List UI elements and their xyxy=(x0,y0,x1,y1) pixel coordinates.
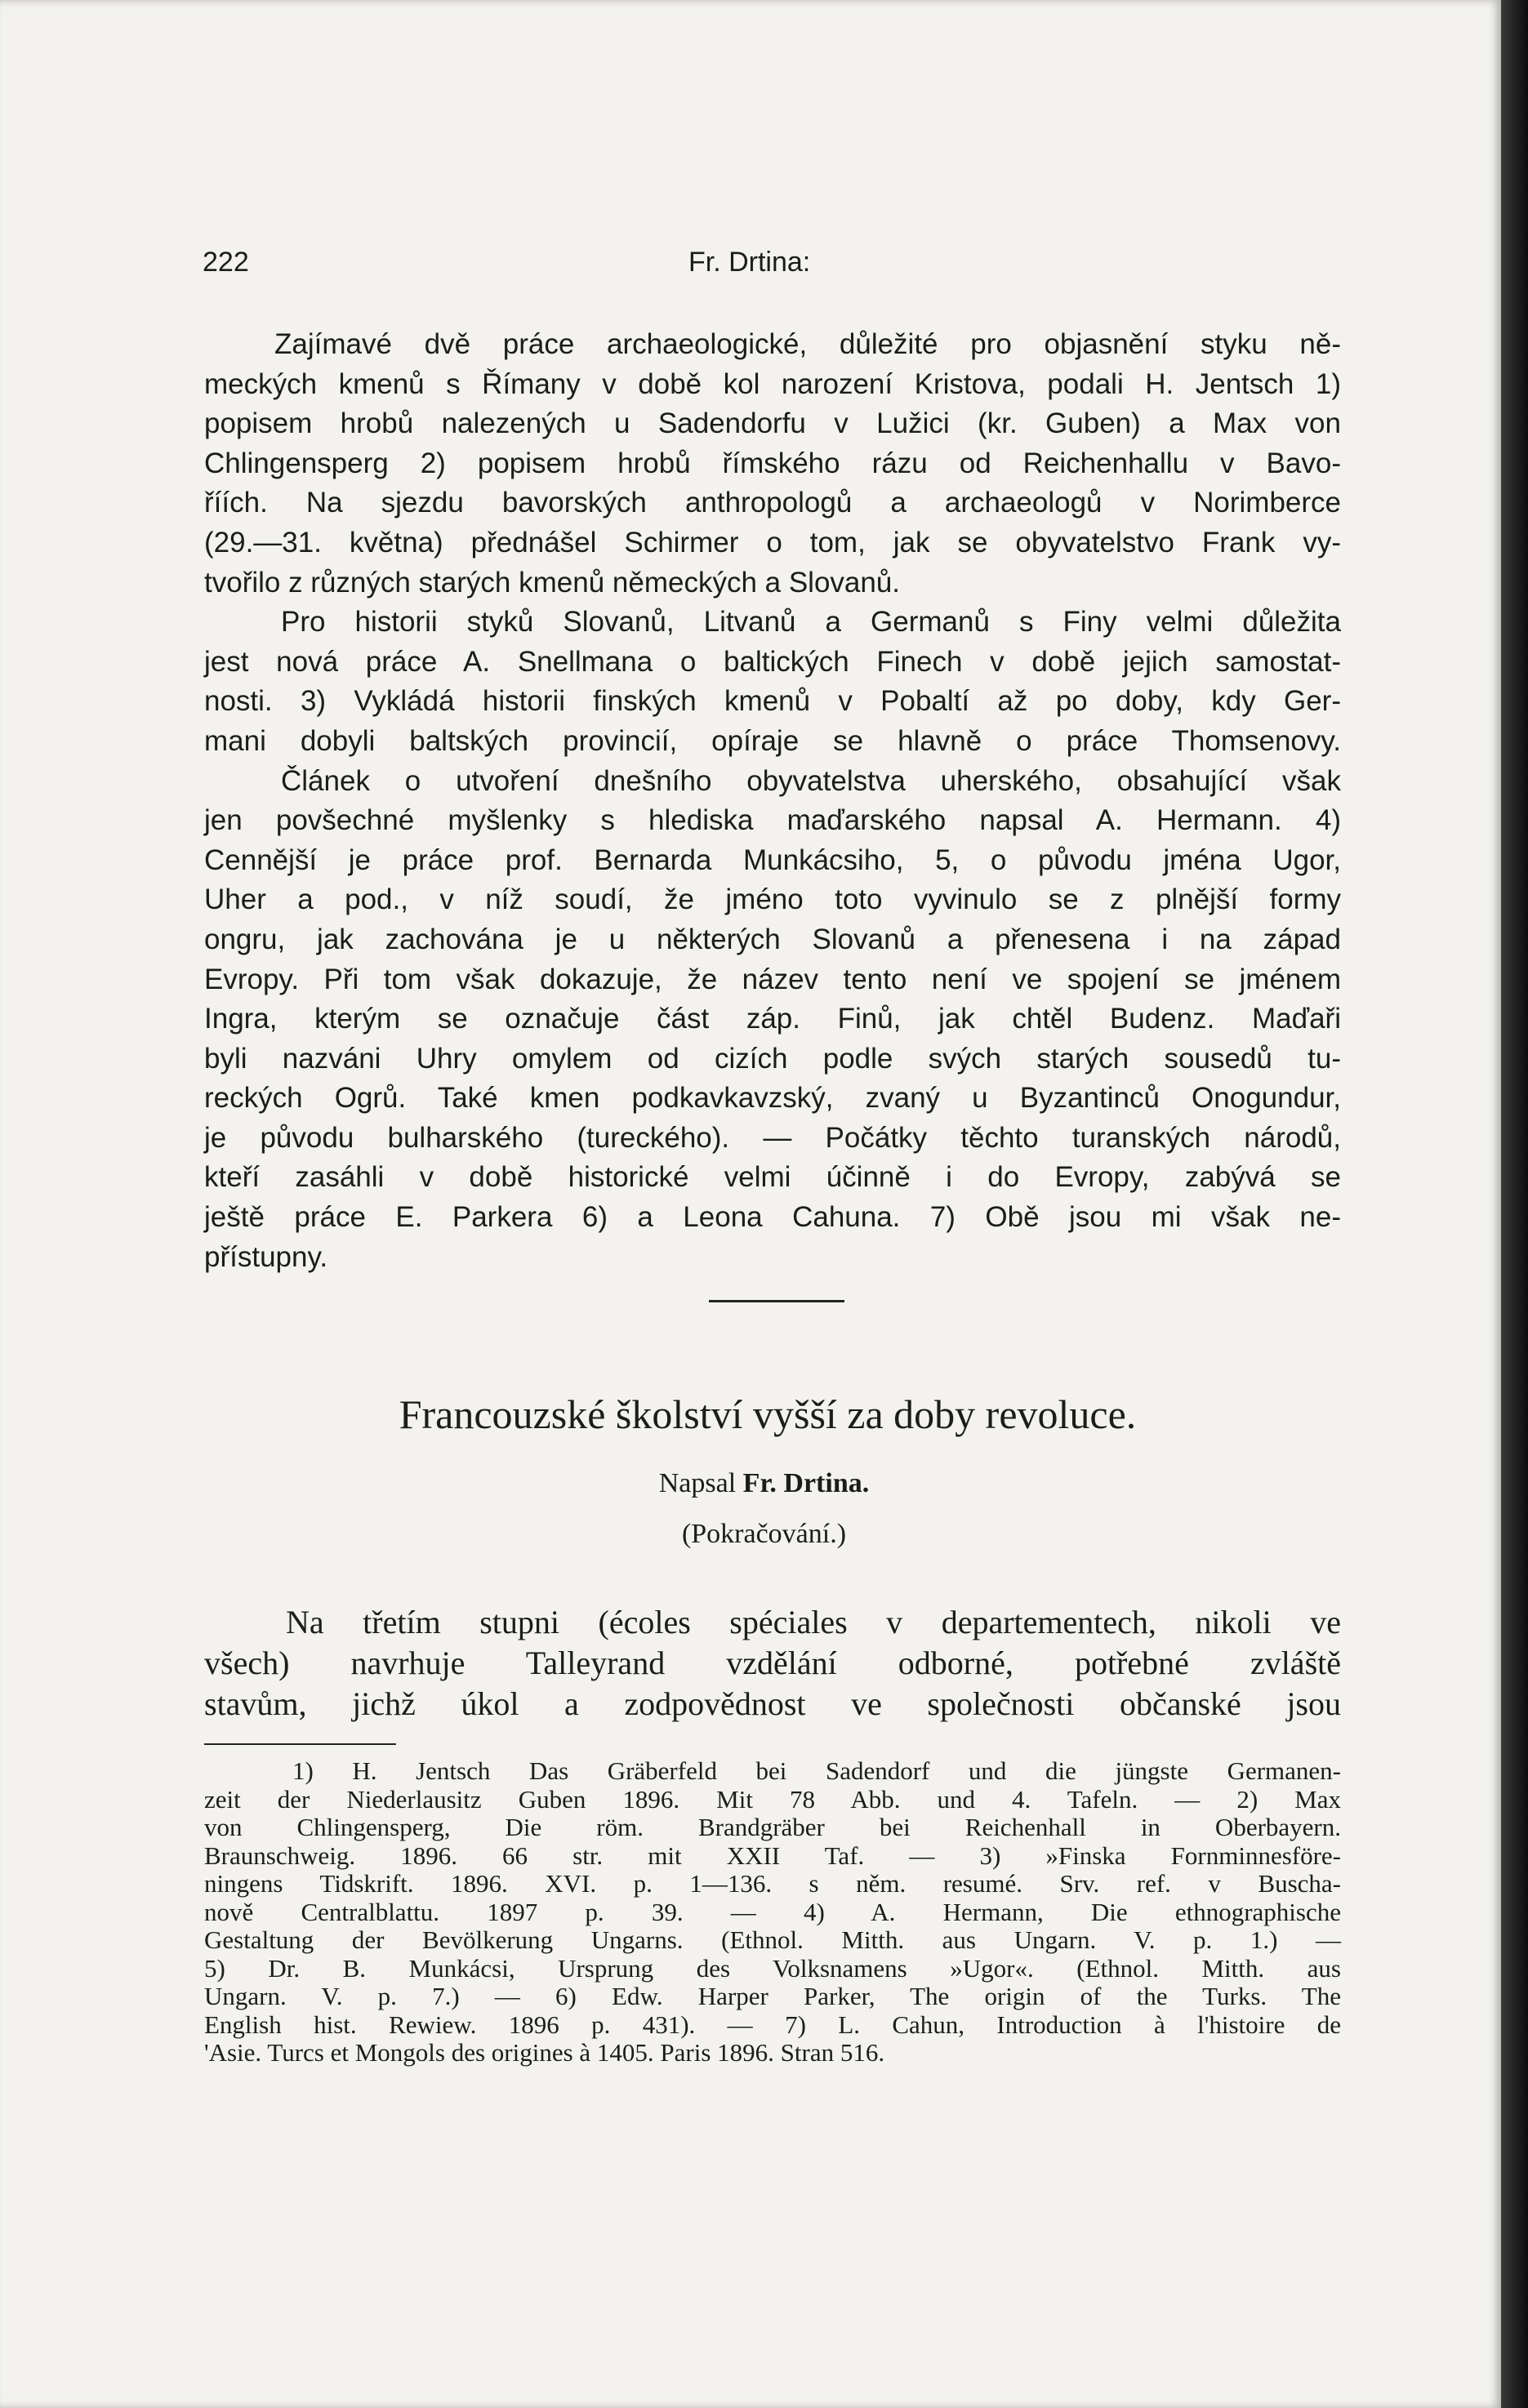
footnote-line: zeit der Niederlausitz Guben 1896. Mit 78 Abb. und 4. Tafeln. — 2) Max xyxy=(204,1784,1341,1814)
footnote-line: English hist. Rewiew. 1896 p. 431). — 7) L. Cahun, Introduction à l'histoire de xyxy=(204,2010,1341,2039)
page-edge-shadow xyxy=(1501,0,1528,2408)
footnote-line: 1) H. Jentsch Das Gräberfeld bei Sadendorf und die jüngste Germanen- xyxy=(292,1756,1341,1785)
text-line: Na třetím stupni (écoles spéciales v departementech, nikoli ve xyxy=(286,1604,1341,1640)
text-line: tvořilo z různých starých kmenů německých a Slovanů. xyxy=(204,566,901,599)
author-name: Fr. Drtina. xyxy=(742,1468,870,1498)
text-line: Pro historii styků Slovanů, Litvanů a Germanů s Finy velmi důležita xyxy=(281,606,1341,639)
footnote-line: Gestaltung der Bevölkerung Ungarns. (Ethnol. Mitth. aus Ungarn. V. p. 1.) — xyxy=(204,1925,1341,1954)
page-number: 222 xyxy=(203,247,249,278)
text-line: Chlingensperg 2) popisem hrobů římského rázu od Reichenhallu v Bavo- xyxy=(204,447,1341,479)
text-line: všech) navrhuje Talleyrand vzdělání odborné, potřebné zvláště xyxy=(204,1645,1341,1681)
continued-note: (Pokračování.) xyxy=(681,1519,847,1549)
text-line: Uher a pod., v níž soudí, že jméno toto vyvinulo se z plnější formy xyxy=(204,884,1341,916)
footnote-line: 5) Dr. B. Munkácsi, Ursprung des Volksnamens »Ugor«. (Ethnol. Mitth. aus xyxy=(204,1953,1341,1983)
text-line: byli nazváni Uhry omylem od cizích podle svých starých sousedů tu- xyxy=(204,1042,1341,1075)
article-body xyxy=(204,1602,1341,1725)
footnote-line: Ungarn. V. p. 7.) — 6) Edw. Harper Parker, The origin of the Turks. The xyxy=(204,1982,1341,2010)
byline xyxy=(0,1468,1528,1499)
running-header xyxy=(203,238,1346,287)
text-line: ongru, jak zachována je u některých Slovanů a přenesena i na západ xyxy=(204,923,1341,955)
text-line: reckých Ogrů. Také kmen podkavkavzský, zvaný u Byzantinců Onogundur, xyxy=(204,1082,1341,1115)
footnote-line: von Chlingensperg, Die röm. Brandgräber bei Reichenhall in Oberbayern. xyxy=(204,1813,1341,1841)
footnote-line: Braunschweig. 1896. 66 str. mit XXII Taf. — 3) »Finska Fornminnesföre- xyxy=(204,1840,1341,1870)
footnote-line: 'Asie. Turcs et Mongols des origines à 1405. Paris 1896. Stran 516. xyxy=(204,2038,885,2067)
article-title: Francouzské školství vyšší za doby revoluce. xyxy=(399,1391,1137,1437)
footnotes xyxy=(204,1757,1341,2067)
text-line: popisem hrobů nalezených u Sadendorfu v Lužici (kr. Guben) a Max von xyxy=(204,407,1341,440)
footnote-rule xyxy=(204,1743,396,1745)
footnote-line: ningens Tidskrift. 1896. XVI. p. 1—136. s něm. resumé. Srv. ref. v Buscha- xyxy=(204,1869,1341,1898)
text-line: Zajímavé dvě práce archaeologické, důležité pro objasnění styku ně- xyxy=(274,328,1341,360)
text-line: přístupny. xyxy=(204,1240,328,1273)
running-head: Fr. Drtina: xyxy=(688,247,811,278)
text-line: Článek o utvoření dnešního obyvatelstva uherského, obsahující však xyxy=(281,764,1341,797)
text-line: meckých kmenů s Římany v době kol narození Kristova, podali H. Jentsch 1) xyxy=(204,367,1341,400)
text-line: mani dobyli baltských provincií, opíraje se hlavně o práce Thomsenovy. xyxy=(204,724,1341,757)
footnote-line: nově Centralblattu. 1897 p. 39. — 4) A. Hermann, Die ethnographische xyxy=(204,1897,1341,1926)
text-line: kteří zasáhli v době historické velmi účinně i do Evropy, zabývá se xyxy=(204,1161,1341,1194)
section-divider xyxy=(709,1300,844,1302)
text-line: říích. Na sjezdu bavorských anthropologů a archaeologů v Norimberce xyxy=(204,487,1341,519)
text-line: je původu bulharského (tureckého). — Počátky těchto turanských národů, xyxy=(204,1121,1341,1154)
text-line: Ingra, kterým se označuje část záp. Finů, jak chtěl Budenz. Maďaři xyxy=(204,1003,1341,1035)
byline-prefix: Napsal xyxy=(658,1468,743,1498)
text-line: Evropy. Při tom však dokazuje, že název tento není ve spojení se jménem xyxy=(204,963,1341,995)
text-line: Cennější je práce prof. Bernarda Munkácsiho, 5, o původu jména Ugor, xyxy=(204,843,1341,876)
text-line: stavům, jichž úkol a zodpovědnost ve společnosti občanské jsou xyxy=(204,1685,1341,1722)
text-line: (29.—31. května) přednášel Schirmer o tom, jak se obyvatelstvo Frank vy- xyxy=(204,526,1341,559)
text-line: nosti. 3) Vykládá historii finských kmenů v Pobaltí až po doby, kdy Ger- xyxy=(204,685,1341,718)
text-line: ještě práce E. Parkera 6) a Leona Cahuna. 7) Obě jsou mi však ne- xyxy=(204,1201,1341,1234)
text-line: jest nová práce A. Snellmana o baltických Finech v době jejich samostat- xyxy=(204,645,1341,678)
text-line: jen povšechné myšlenky s hlediska maďarského napsal A. Hermann. 4) xyxy=(204,804,1341,837)
intro-paragraphs xyxy=(204,325,1341,1277)
